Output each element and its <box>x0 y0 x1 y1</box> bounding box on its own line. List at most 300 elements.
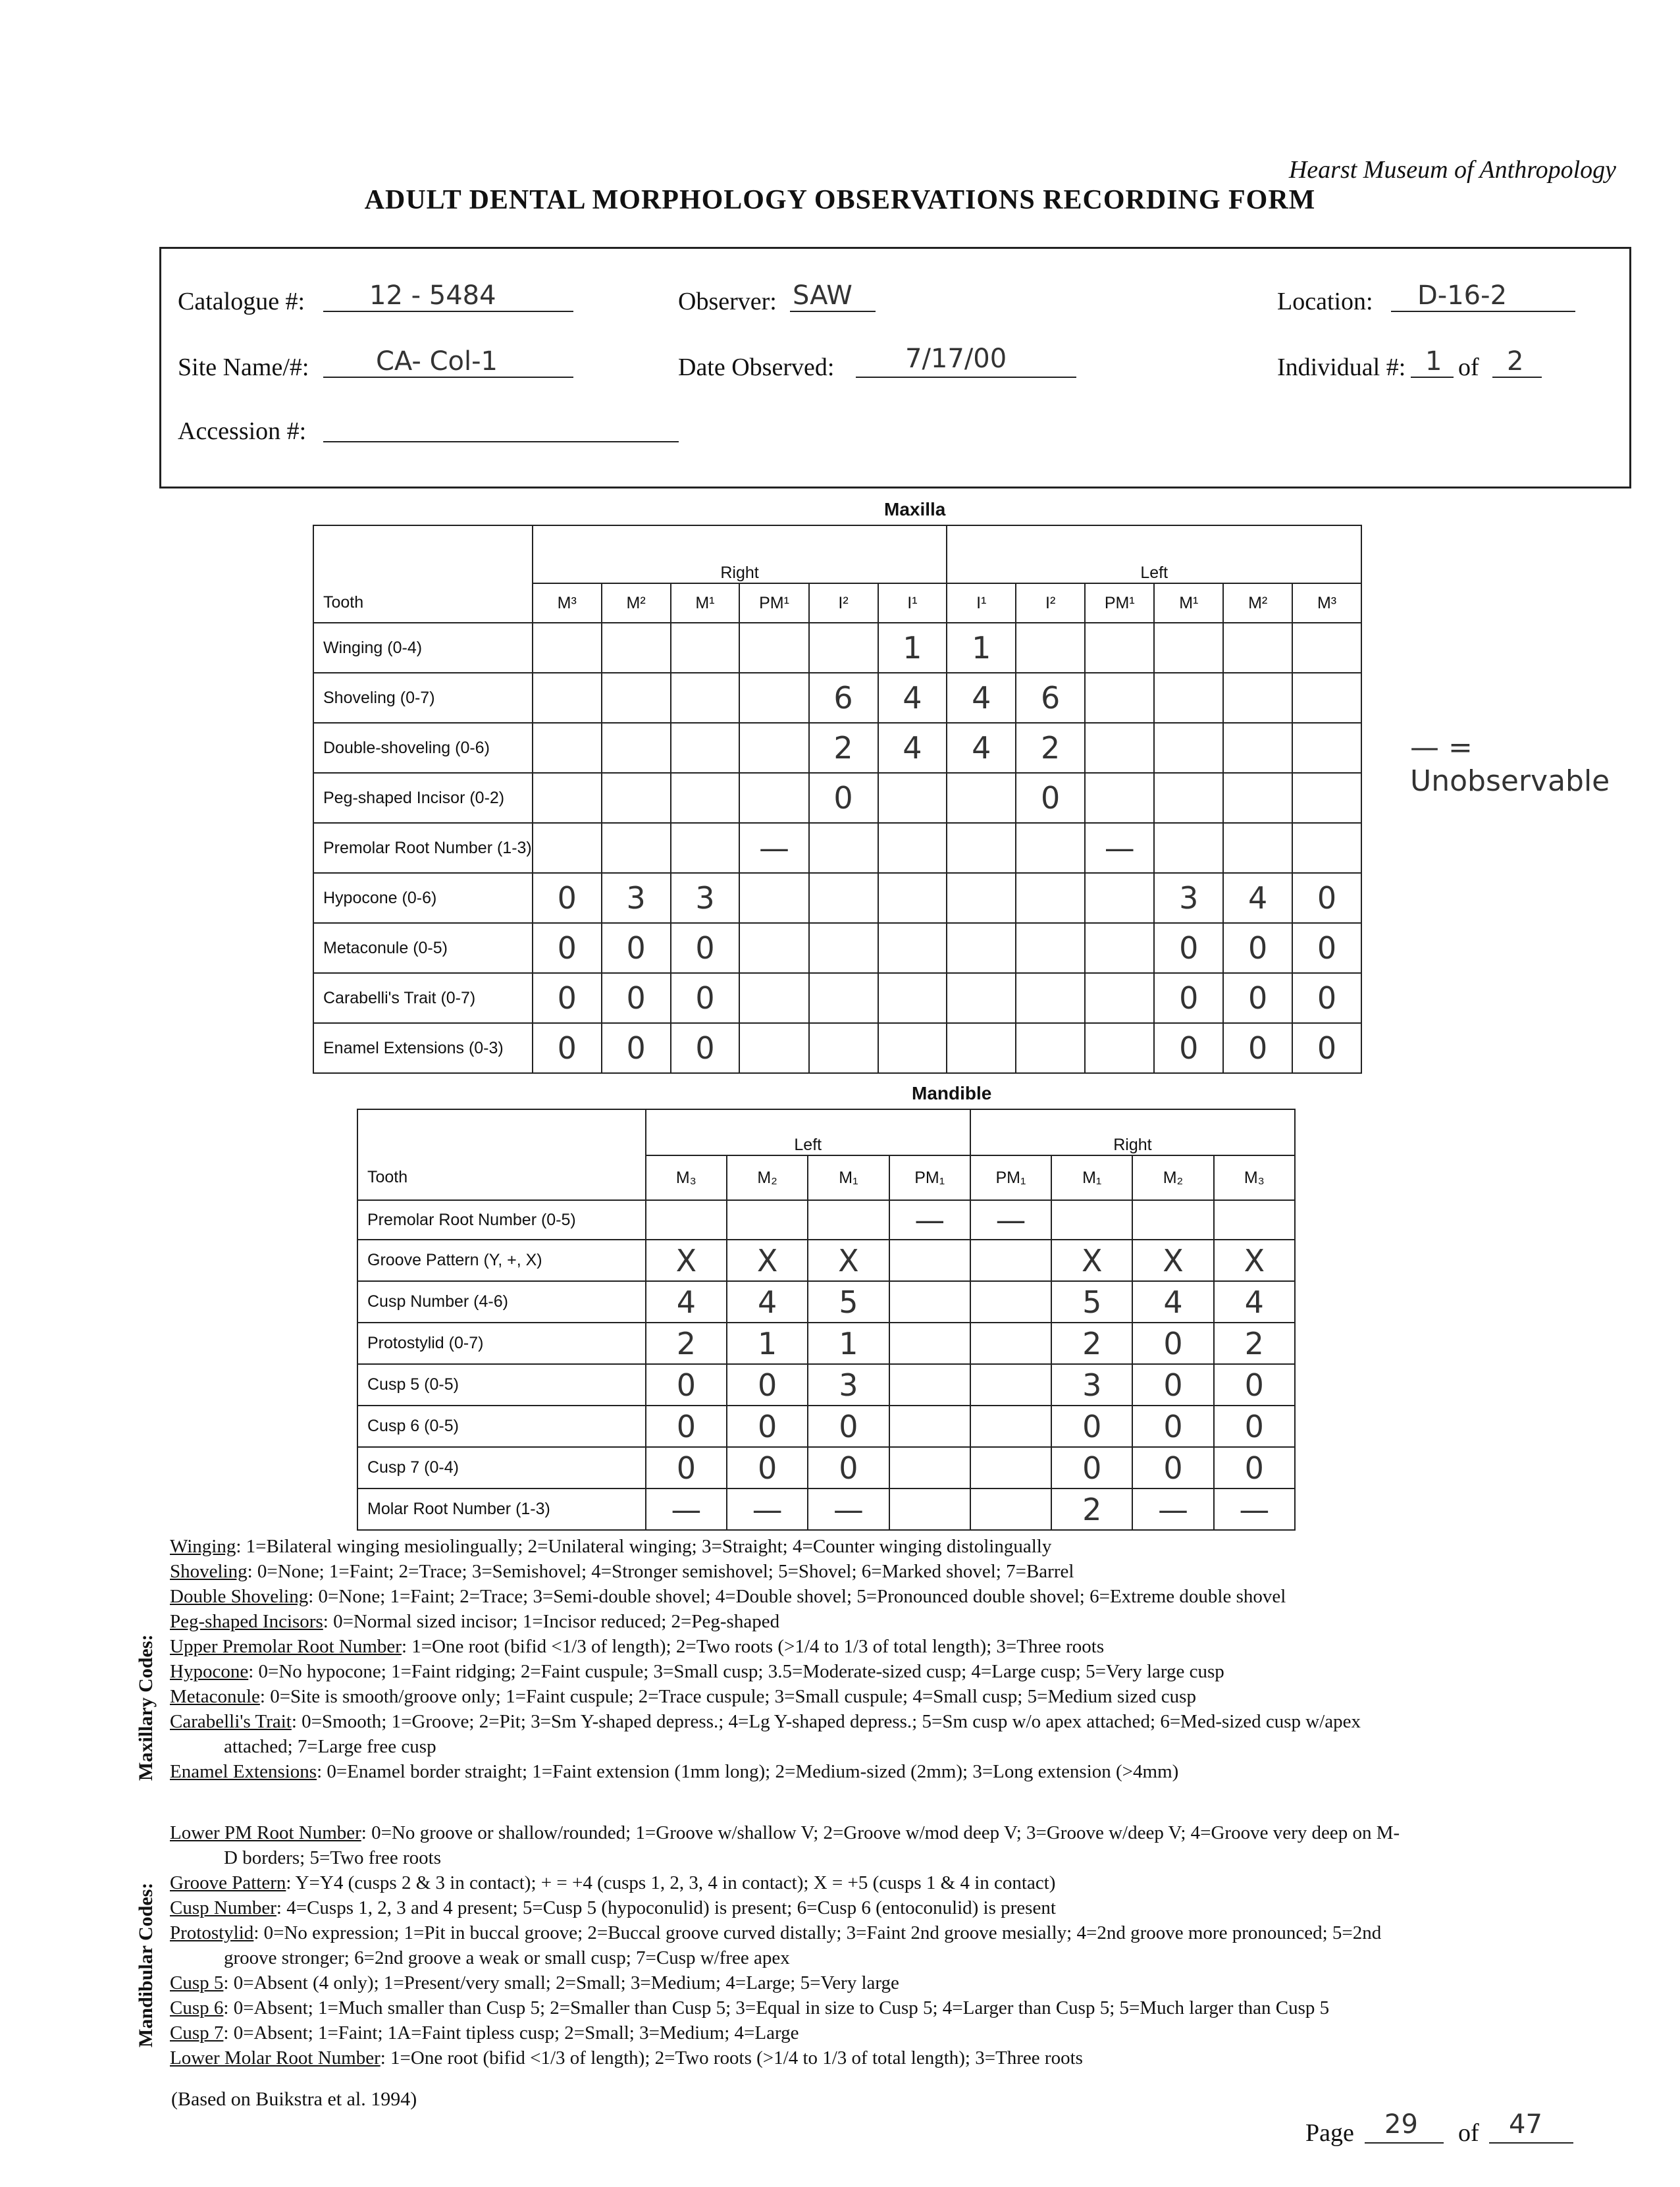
page-total-field[interactable] <box>1489 2109 1573 2144</box>
maxilla-cell[interactable] <box>739 623 808 673</box>
maxilla-cell[interactable] <box>878 823 947 873</box>
mandible-cell[interactable] <box>889 1406 970 1447</box>
maxillary-codes-line <box>170 1534 1361 1559</box>
maxilla-cell[interactable] <box>878 873 947 923</box>
mandible-cell[interactable]: 2 <box>1214 1323 1295 1364</box>
maxilla-tooth-header: M³ <box>533 583 602 623</box>
maxilla-cell[interactable] <box>1154 823 1223 873</box>
individual-total: 2 <box>1507 346 1524 377</box>
page-of: of <box>1458 2119 1479 2147</box>
maxilla-cell[interactable] <box>878 773 947 823</box>
mandible-row-label: Cusp Number (4-6) <box>357 1281 646 1323</box>
mandible-tooth-header: M₃ <box>646 1155 727 1200</box>
maxilla-cell[interactable]: 0 <box>1016 773 1085 823</box>
mandible-row-cusp-6 <box>357 1406 1295 1447</box>
maxilla-cell[interactable] <box>947 1023 1016 1073</box>
code-term: Upper Premolar Root Number <box>170 1636 402 1657</box>
code-definition: : 0=None; 1=Faint; 2=Trace; 3=Semishovel; 4=Stronger semishovel; 5=Shovel; 6=Marked shovel; 7=Barrel <box>247 1561 1074 1582</box>
mandible-cell[interactable]: 0 <box>1132 1406 1213 1447</box>
maxilla-cell[interactable]: 1 <box>947 623 1016 673</box>
maxilla-cell[interactable] <box>739 723 808 773</box>
maxilla-row-premolar-root-number <box>313 823 1361 873</box>
reference-note: (Based on Buikstra et al. 1994) <box>171 2088 417 2110</box>
maxilla-cell[interactable] <box>1085 1023 1154 1073</box>
mandibular-codes-line <box>170 1995 1400 2020</box>
code-definition: : 0=None; 1=Faint; 2=Trace; 3=Semi-double shovel; 4=Double shovel; 5=Pronounced double shovel; 6=Extreme double shovel <box>308 1586 1286 1607</box>
maxilla-cell[interactable] <box>533 723 602 773</box>
mandibular-codes-line <box>170 1920 1400 1945</box>
mandible-tooth-header: M₂ <box>1132 1155 1213 1200</box>
mandible-cell[interactable]: 1 <box>727 1323 808 1364</box>
mandibular-codes-line <box>170 2045 1400 2070</box>
maxilla-tooth-header: M³ <box>1292 583 1361 623</box>
maxillary-codes <box>170 1534 1361 1784</box>
maxilla-cell[interactable] <box>739 923 808 973</box>
maxilla-row-carabelli-s-trait <box>313 973 1361 1023</box>
mandible-cell[interactable] <box>889 1281 970 1323</box>
maxilla-cell[interactable]: 4 <box>878 673 947 723</box>
code-definition: : 1=Bilateral winging mesiolingually; 2=Unilateral winging; 3=Straight; 4=Counter winging distolingually <box>236 1536 1052 1557</box>
maxillary-codes-line <box>170 1634 1361 1659</box>
mandible-cell[interactable]: X <box>1214 1240 1295 1281</box>
maxilla-cell[interactable] <box>1223 823 1292 873</box>
mandible-cell[interactable] <box>1051 1200 1132 1240</box>
maxilla-cell[interactable] <box>533 673 602 723</box>
maxilla-cell[interactable]: 2 <box>1016 723 1085 773</box>
mandible-cell[interactable]: 3 <box>1051 1364 1132 1406</box>
maxilla-cell[interactable]: 3 <box>1154 873 1223 923</box>
maxillary-codes-line <box>170 1759 1361 1784</box>
maxilla-row-label: Winging (0-4) <box>313 623 533 673</box>
maxilla-cell[interactable]: 4 <box>947 673 1016 723</box>
code-definition: : Y=Y4 (cusps 2 & 3 in contact); + = +4 (cusps 1, 2, 3, 4 in contact); X = +5 (cusps 1 & 4 in contact) <box>286 1872 1056 1893</box>
maxilla-cell[interactable] <box>1085 873 1154 923</box>
mandible-cell[interactable] <box>970 1364 1051 1406</box>
date-observed-field[interactable] <box>856 344 1076 378</box>
mandible-cell[interactable]: 5 <box>808 1281 889 1323</box>
maxilla-cell[interactable] <box>671 823 740 873</box>
observer-value: SAW <box>793 280 853 311</box>
maxilla-cell[interactable]: 4 <box>1223 873 1292 923</box>
maxilla-cell[interactable] <box>533 623 602 673</box>
maxilla-cell[interactable] <box>671 673 740 723</box>
mandible-cell[interactable]: 4 <box>1214 1281 1295 1323</box>
maxilla-cell[interactable]: 4 <box>947 723 1016 773</box>
code-definition: : 0=Absent; 1=Much smaller than Cusp 5; 2=Smaller than Cusp 5; 3=Equal in size to Cusp 5; 4=Larger than Cusp 5; 5=Much larger than Cusp 5 <box>223 1997 1330 2018</box>
maxilla-cell[interactable] <box>878 923 947 973</box>
maxilla-cell[interactable] <box>947 973 1016 1023</box>
maxilla-row-label: Enamel Extensions (0-3) <box>313 1023 533 1073</box>
maxilla-cell[interactable] <box>671 723 740 773</box>
maxilla-tooth-header: I² <box>809 583 878 623</box>
mandible-cell[interactable]: 1 <box>808 1323 889 1364</box>
maxilla-cell[interactable] <box>1292 823 1361 873</box>
mandible-cell[interactable]: 0 <box>1132 1447 1213 1489</box>
maxilla-cell[interactable] <box>947 923 1016 973</box>
mandible-row-label: Cusp 6 (0-5) <box>357 1406 646 1447</box>
code-term: Protostylid <box>170 1922 254 1943</box>
maxilla-right-header <box>533 525 947 583</box>
code-definition: : 0=Normal sized incisor; 1=Incisor reduced; 2=Peg-shaped <box>323 1611 780 1632</box>
mandible-cell[interactable]: 0 <box>1132 1364 1213 1406</box>
maxilla-cell[interactable]: 0 <box>1223 923 1292 973</box>
code-definition: D borders; 5=Two free roots <box>224 1847 442 1868</box>
mandible-cell[interactable]: 0 <box>1132 1323 1213 1364</box>
maxilla-cell[interactable]: 4 <box>878 723 947 773</box>
mandible-cell[interactable] <box>646 1200 727 1240</box>
code-term: Cusp 5 <box>170 1972 224 1993</box>
maxilla-cell[interactable] <box>1154 723 1223 773</box>
maxilla-cell[interactable] <box>602 773 671 823</box>
mandible-row-label: Cusp 7 (0-4) <box>357 1447 646 1489</box>
code-definition: : 1=One root (bifid <1/3 of length); 2=Two roots (>1/4 to 1/3 of total length); 3=Three roots <box>401 1636 1105 1657</box>
mandible-table <box>357 1109 1296 1531</box>
mandible-cell[interactable]: 2 <box>1051 1323 1132 1364</box>
museum-name: Hearst Museum of Anthropology <box>1288 156 1616 184</box>
maxilla-cell[interactable] <box>1016 1023 1085 1073</box>
accession-label: Accession #: <box>178 417 307 445</box>
maxillary-codes-line <box>170 1709 1361 1734</box>
maxilla-cell[interactable]: 0 <box>602 1023 671 1073</box>
maxilla-tooth-header: M² <box>1223 583 1292 623</box>
mandible-cell[interactable]: 0 <box>808 1406 889 1447</box>
maxilla-tooth-label: Tooth <box>313 583 533 623</box>
maxilla-cell[interactable] <box>1223 623 1292 673</box>
mandible-tooth-label: Tooth <box>357 1155 646 1200</box>
mandible-row-premolar-root-number <box>357 1200 1295 1240</box>
maxilla-cell[interactable] <box>1085 973 1154 1023</box>
maxilla-cell[interactable]: 6 <box>1016 673 1085 723</box>
mandible-cell[interactable]: 5 <box>1051 1281 1132 1323</box>
mandible-cell[interactable] <box>970 1240 1051 1281</box>
maxilla-cell[interactable] <box>947 823 1016 873</box>
maxilla-cell[interactable] <box>1292 773 1361 823</box>
maxilla-cell[interactable] <box>809 623 878 673</box>
maxilla-cell[interactable] <box>1292 623 1361 673</box>
maxilla-cell[interactable] <box>1085 673 1154 723</box>
mandible-row-label: Cusp 5 (0-5) <box>357 1364 646 1406</box>
mandible-cell[interactable]: X <box>646 1240 727 1281</box>
mandible-cell[interactable] <box>889 1240 970 1281</box>
page-total: 47 <box>1509 2109 1542 2140</box>
mandible-cell[interactable]: — <box>646 1489 727 1530</box>
code-definition: : 0=No hypocone; 1=Faint ridging; 2=Faint cuspule; 3=Small cusp; 3.5=Moderate-sized cusp; 4=Large cusp; 5=Very large cusp <box>248 1661 1224 1682</box>
maxilla-cell[interactable] <box>739 973 808 1023</box>
maxilla-cell[interactable]: 0 <box>671 973 740 1023</box>
maxilla-cell[interactable] <box>878 973 947 1023</box>
maxilla-cell[interactable] <box>602 623 671 673</box>
page-number: 29 <box>1384 2109 1418 2140</box>
maxilla-cell[interactable] <box>878 1023 947 1073</box>
maxilla-row-peg-shaped-incisor <box>313 773 1361 823</box>
code-definition: : 4=Cusps 1, 2, 3 and 4 present; 5=Cusp 5 (hypoconulid) is present; 6=Cusp 6 (entoconulid) is present <box>276 1897 1056 1918</box>
maxilla-cell[interactable]: 0 <box>1292 873 1361 923</box>
mandible-cell[interactable]: 4 <box>727 1281 808 1323</box>
maxilla-cell[interactable] <box>1016 873 1085 923</box>
individual-field[interactable] <box>1411 348 1454 378</box>
maxilla-cell[interactable]: 0 <box>533 923 602 973</box>
mandible-cell[interactable]: 0 <box>646 1447 727 1489</box>
code-definition: : 0=No expression; 1=Pit in buccal groove; 2=Buccal groove curved distally; 3=Faint 2nd groove mesially; 4=2nd groove more pronounced; 5=2nd <box>253 1922 1382 1943</box>
maxilla-cell[interactable]: 0 <box>671 923 740 973</box>
mandible-cell[interactable]: 0 <box>808 1447 889 1489</box>
maxilla-cell[interactable]: 0 <box>1292 1023 1361 1073</box>
mandible-cell[interactable]: 0 <box>727 1406 808 1447</box>
specimen-info-box <box>159 247 1631 488</box>
mandible-row-cusp-5 <box>357 1364 1295 1406</box>
mandible-cell[interactable] <box>1214 1200 1295 1240</box>
code-term: Shoveling <box>170 1561 248 1582</box>
observer-field[interactable] <box>790 282 876 312</box>
maxilla-cell[interactable]: 0 <box>1223 1023 1292 1073</box>
mandible-cell[interactable]: 0 <box>1051 1447 1132 1489</box>
maxilla-cell[interactable] <box>739 773 808 823</box>
maxilla-cell[interactable] <box>739 673 808 723</box>
mandible-tooth-header: M₂ <box>727 1155 808 1200</box>
maxilla-row-shoveling <box>313 673 1361 723</box>
catalogue-field[interactable] <box>323 282 573 312</box>
mandible-cell[interactable]: — <box>1214 1489 1295 1530</box>
maxilla-cell[interactable] <box>671 623 740 673</box>
maxilla-cell[interactable] <box>1085 723 1154 773</box>
mandible-cell[interactable]: 0 <box>646 1406 727 1447</box>
mandible-left-label: Left <box>794 1136 822 1154</box>
maxilla-cell[interactable] <box>809 873 878 923</box>
maxilla-cell[interactable]: 0 <box>533 973 602 1023</box>
maxilla-cell[interactable] <box>1016 823 1085 873</box>
mandible-row-label: Premolar Root Number (0-5) <box>357 1200 646 1240</box>
date-observed-label: Date Observed: <box>678 354 835 381</box>
site-value: CA- Col-1 <box>376 346 498 377</box>
mandible-cell[interactable]: — <box>970 1200 1051 1240</box>
mandible-cell[interactable]: 2 <box>646 1323 727 1364</box>
maxilla-row-label: Hypocone (0-6) <box>313 873 533 923</box>
mandible-cell[interactable]: 0 <box>727 1364 808 1406</box>
mandibular-codes-line <box>170 1820 1400 1845</box>
maxilla-cell[interactable] <box>947 873 1016 923</box>
maxilla-cell[interactable]: 0 <box>1154 923 1223 973</box>
mandible-cell[interactable]: X <box>808 1240 889 1281</box>
mandibular-codes-line <box>170 1870 1400 1895</box>
mandible-cell[interactable]: — <box>727 1489 808 1530</box>
maxilla-cell[interactable]: 0 <box>533 873 602 923</box>
mandible-cell[interactable]: 0 <box>727 1447 808 1489</box>
maxilla-cell[interactable]: — <box>739 823 808 873</box>
maxilla-tooth-row <box>313 583 1361 623</box>
individual-total-field[interactable] <box>1492 348 1542 378</box>
mandible-cell[interactable] <box>970 1281 1051 1323</box>
maxilla-cell[interactable] <box>1292 723 1361 773</box>
individual-label: Individual #: <box>1277 354 1406 381</box>
maxilla-cell[interactable] <box>1016 923 1085 973</box>
mandible-row-label: Groove Pattern (Y, +, X) <box>357 1240 646 1281</box>
maxilla-cell[interactable] <box>809 973 878 1023</box>
code-definition: : 0=No groove or shallow/rounded; 1=Groove w/shallow V; 2=Groove w/mod deep V; 3=Groove w/deep V; 4=Groove very deep on M- <box>361 1822 1400 1843</box>
maxilla-cell[interactable] <box>809 923 878 973</box>
maxilla-cell[interactable] <box>602 673 671 723</box>
maxilla-cell[interactable]: 0 <box>533 1023 602 1073</box>
mandible-tooth-header: PM₁ <box>889 1155 970 1200</box>
mandible-tooth-header: M₁ <box>1051 1155 1132 1200</box>
maxilla-cell[interactable] <box>1223 723 1292 773</box>
mandible-row-cusp-7 <box>357 1447 1295 1489</box>
maxilla-cell[interactable] <box>809 1023 878 1073</box>
mandible-cell[interactable] <box>970 1489 1051 1530</box>
page-number-field[interactable] <box>1365 2109 1444 2144</box>
mandible-cell[interactable]: 2 <box>1051 1489 1132 1530</box>
maxilla-cell[interactable]: 0 <box>1154 1023 1223 1073</box>
catalogue-value: 12 - 5484 <box>369 280 496 311</box>
maxilla-cell[interactable] <box>1154 673 1223 723</box>
maxilla-cell[interactable] <box>1223 673 1292 723</box>
maxilla-row-metaconule <box>313 923 1361 973</box>
mandible-tooth-header: M₁ <box>808 1155 889 1200</box>
mandible-cell[interactable] <box>727 1200 808 1240</box>
maxilla-cell[interactable] <box>1085 623 1154 673</box>
maxilla-cell[interactable]: 0 <box>671 1023 740 1073</box>
mandible-cell[interactable]: X <box>727 1240 808 1281</box>
mandible-right-label: Right <box>1113 1136 1152 1154</box>
date-observed-value: 7/17/00 <box>905 344 1007 374</box>
maxilla-cell[interactable] <box>739 873 808 923</box>
maxilla-cell[interactable] <box>1292 673 1361 723</box>
maxilla-corner <box>313 525 533 583</box>
maxilla-cell[interactable] <box>947 773 1016 823</box>
maxilla-cell[interactable]: 0 <box>602 973 671 1023</box>
maxilla-cell[interactable] <box>1016 623 1085 673</box>
mandible-cell[interactable] <box>889 1489 970 1530</box>
mandible-cell[interactable] <box>970 1447 1051 1489</box>
maxilla-cell[interactable] <box>1154 623 1223 673</box>
mandible-row-label: Protostylid (0-7) <box>357 1323 646 1364</box>
mandible-title: Mandible <box>912 1083 992 1103</box>
maxilla-row-label: Peg-shaped Incisor (0-2) <box>313 773 533 823</box>
maxilla-row-enamel-extensions <box>313 1023 1361 1073</box>
maxillary-codes-line <box>170 1559 1361 1584</box>
mandible-cell[interactable]: 0 <box>646 1364 727 1406</box>
mandibular-codes-line <box>170 2020 1400 2045</box>
maxilla-cell[interactable]: — <box>1085 823 1154 873</box>
mandible-cell[interactable] <box>889 1447 970 1489</box>
mandible-row-groove-pattern <box>357 1240 1295 1281</box>
maxilla-cell[interactable]: 0 <box>1292 973 1361 1023</box>
code-definition: attached; 7=Large free cusp <box>224 1736 436 1757</box>
mandibular-codes-line <box>170 1945 1400 1970</box>
maxilla-cell[interactable]: 1 <box>878 623 947 673</box>
code-term: Groove Pattern <box>170 1872 286 1893</box>
mandible-cell[interactable]: 0 <box>1214 1447 1295 1489</box>
mandible-cell[interactable] <box>1132 1200 1213 1240</box>
maxilla-tooth-header: I¹ <box>878 583 947 623</box>
maxillary-codes-line <box>170 1609 1361 1634</box>
maxilla-cell[interactable] <box>533 773 602 823</box>
location-label: Location: <box>1277 288 1373 315</box>
site-field[interactable] <box>323 348 573 378</box>
maxilla-cell[interactable] <box>602 823 671 873</box>
mandible-cell[interactable]: 4 <box>646 1281 727 1323</box>
code-definition: : 0=Enamel border straight; 1=Faint extension (1mm long); 2=Medium-sized (2mm); 3=Long extension (>4mm) <box>317 1761 1179 1782</box>
mandibular-codes-label: Mandibular Codes: <box>135 1882 157 2047</box>
maxilla-cell[interactable]: 6 <box>809 673 878 723</box>
code-term: Double Shoveling <box>170 1586 309 1607</box>
maxilla-tooth-header: I¹ <box>947 583 1016 623</box>
code-term: Hypocone <box>170 1661 249 1682</box>
maxilla-cell[interactable] <box>1154 773 1223 823</box>
individual-value: 1 <box>1425 346 1442 377</box>
mandible-corner <box>357 1109 646 1155</box>
mandible-cell[interactable]: 3 <box>808 1364 889 1406</box>
code-definition: : 0=Site is smooth/groove only; 1=Faint cuspule; 2=Trace cuspule; 3=Small cuspule; 4=Small cusp; 5=Medium sized cusp <box>259 1686 1196 1707</box>
accession-field[interactable] <box>323 412 679 442</box>
maxilla-cell[interactable] <box>1016 973 1085 1023</box>
maxilla-table <box>313 525 1362 1074</box>
mandibular-codes <box>170 1820 1400 2070</box>
mandible-left-header <box>646 1109 970 1155</box>
mandible-cell[interactable] <box>970 1323 1051 1364</box>
code-definition: groove stronger; 6=2nd groove a weak or small cusp; 7=Cusp w/free apex <box>224 1947 790 1968</box>
maxilla-tooth-header: M² <box>602 583 671 623</box>
code-term: Lower PM Root Number <box>170 1822 361 1843</box>
maxilla-cell[interactable]: 0 <box>602 923 671 973</box>
mandible-cell[interactable] <box>889 1364 970 1406</box>
location-field[interactable] <box>1391 282 1575 312</box>
code-definition: : 0=Absent; 1=Faint; 1A=Faint tipless cusp; 2=Small; 3=Medium; 4=Large <box>223 2022 799 2043</box>
mandible-cell[interactable]: X <box>1132 1240 1213 1281</box>
maxilla-cell[interactable]: 0 <box>1223 973 1292 1023</box>
mandibular-codes-line <box>170 1845 1400 1870</box>
maxilla-row-hypocone <box>313 873 1361 923</box>
code-term: Carabelli's Trait <box>170 1711 292 1732</box>
mandible-cell[interactable] <box>970 1406 1051 1447</box>
maxilla-cell[interactable]: 0 <box>1154 973 1223 1023</box>
mandible-cell[interactable]: — <box>889 1200 970 1240</box>
form-title: ADULT DENTAL MORPHOLOGY OBSERVATIONS RECORDING FORM <box>364 185 1316 215</box>
mandible-cell[interactable]: 0 <box>1051 1406 1132 1447</box>
mandible-cell[interactable]: X <box>1051 1240 1132 1281</box>
maxilla-cell[interactable] <box>602 723 671 773</box>
maxilla-cell[interactable] <box>1085 773 1154 823</box>
maxilla-cell[interactable] <box>533 823 602 873</box>
maxilla-cell[interactable]: 3 <box>602 873 671 923</box>
mandible-cell[interactable]: — <box>808 1489 889 1530</box>
maxilla-cell[interactable]: 2 <box>809 723 878 773</box>
mandible-cell[interactable]: 0 <box>1214 1364 1295 1406</box>
code-definition: : 0=Smooth; 1=Groove; 2=Pit; 3=Sm Y-shaped depress.; 4=Lg Y-shaped depress.; 5=Sm cusp w/o apex attached; 6=Med-sized cusp w/apex <box>291 1711 1361 1732</box>
maxilla-cell[interactable]: 0 <box>1292 923 1361 973</box>
maxilla-cell[interactable] <box>1223 773 1292 823</box>
maxillary-codes-line <box>170 1734 1361 1759</box>
mandible-cell[interactable]: 4 <box>1132 1281 1213 1323</box>
maxilla-cell[interactable] <box>671 773 740 823</box>
maxillary-codes-line <box>170 1684 1361 1709</box>
maxilla-tooth-header: M¹ <box>671 583 740 623</box>
maxilla-cell[interactable] <box>809 823 878 873</box>
maxilla-cell[interactable]: 0 <box>809 773 878 823</box>
maxilla-row-winging <box>313 623 1361 673</box>
mandible-cell[interactable] <box>889 1323 970 1364</box>
maxilla-row-label: Premolar Root Number (1-3) <box>313 823 533 873</box>
mandible-cell[interactable]: 0 <box>1214 1406 1295 1447</box>
code-term: Peg-shaped Incisors <box>170 1611 323 1632</box>
mandible-right-header <box>970 1109 1295 1155</box>
mandible-cell[interactable] <box>808 1200 889 1240</box>
maxilla-cell[interactable]: 3 <box>671 873 740 923</box>
maxilla-cell[interactable] <box>1085 923 1154 973</box>
code-definition: : 1=One root (bifid <1/3 of length); 2=Two roots (>1/4 to 1/3 of total length); 3=Three roots <box>380 2047 1083 2068</box>
mandible-row-cusp-number <box>357 1281 1295 1323</box>
mandible-cell[interactable]: — <box>1132 1489 1213 1530</box>
maxilla-cell[interactable] <box>739 1023 808 1073</box>
